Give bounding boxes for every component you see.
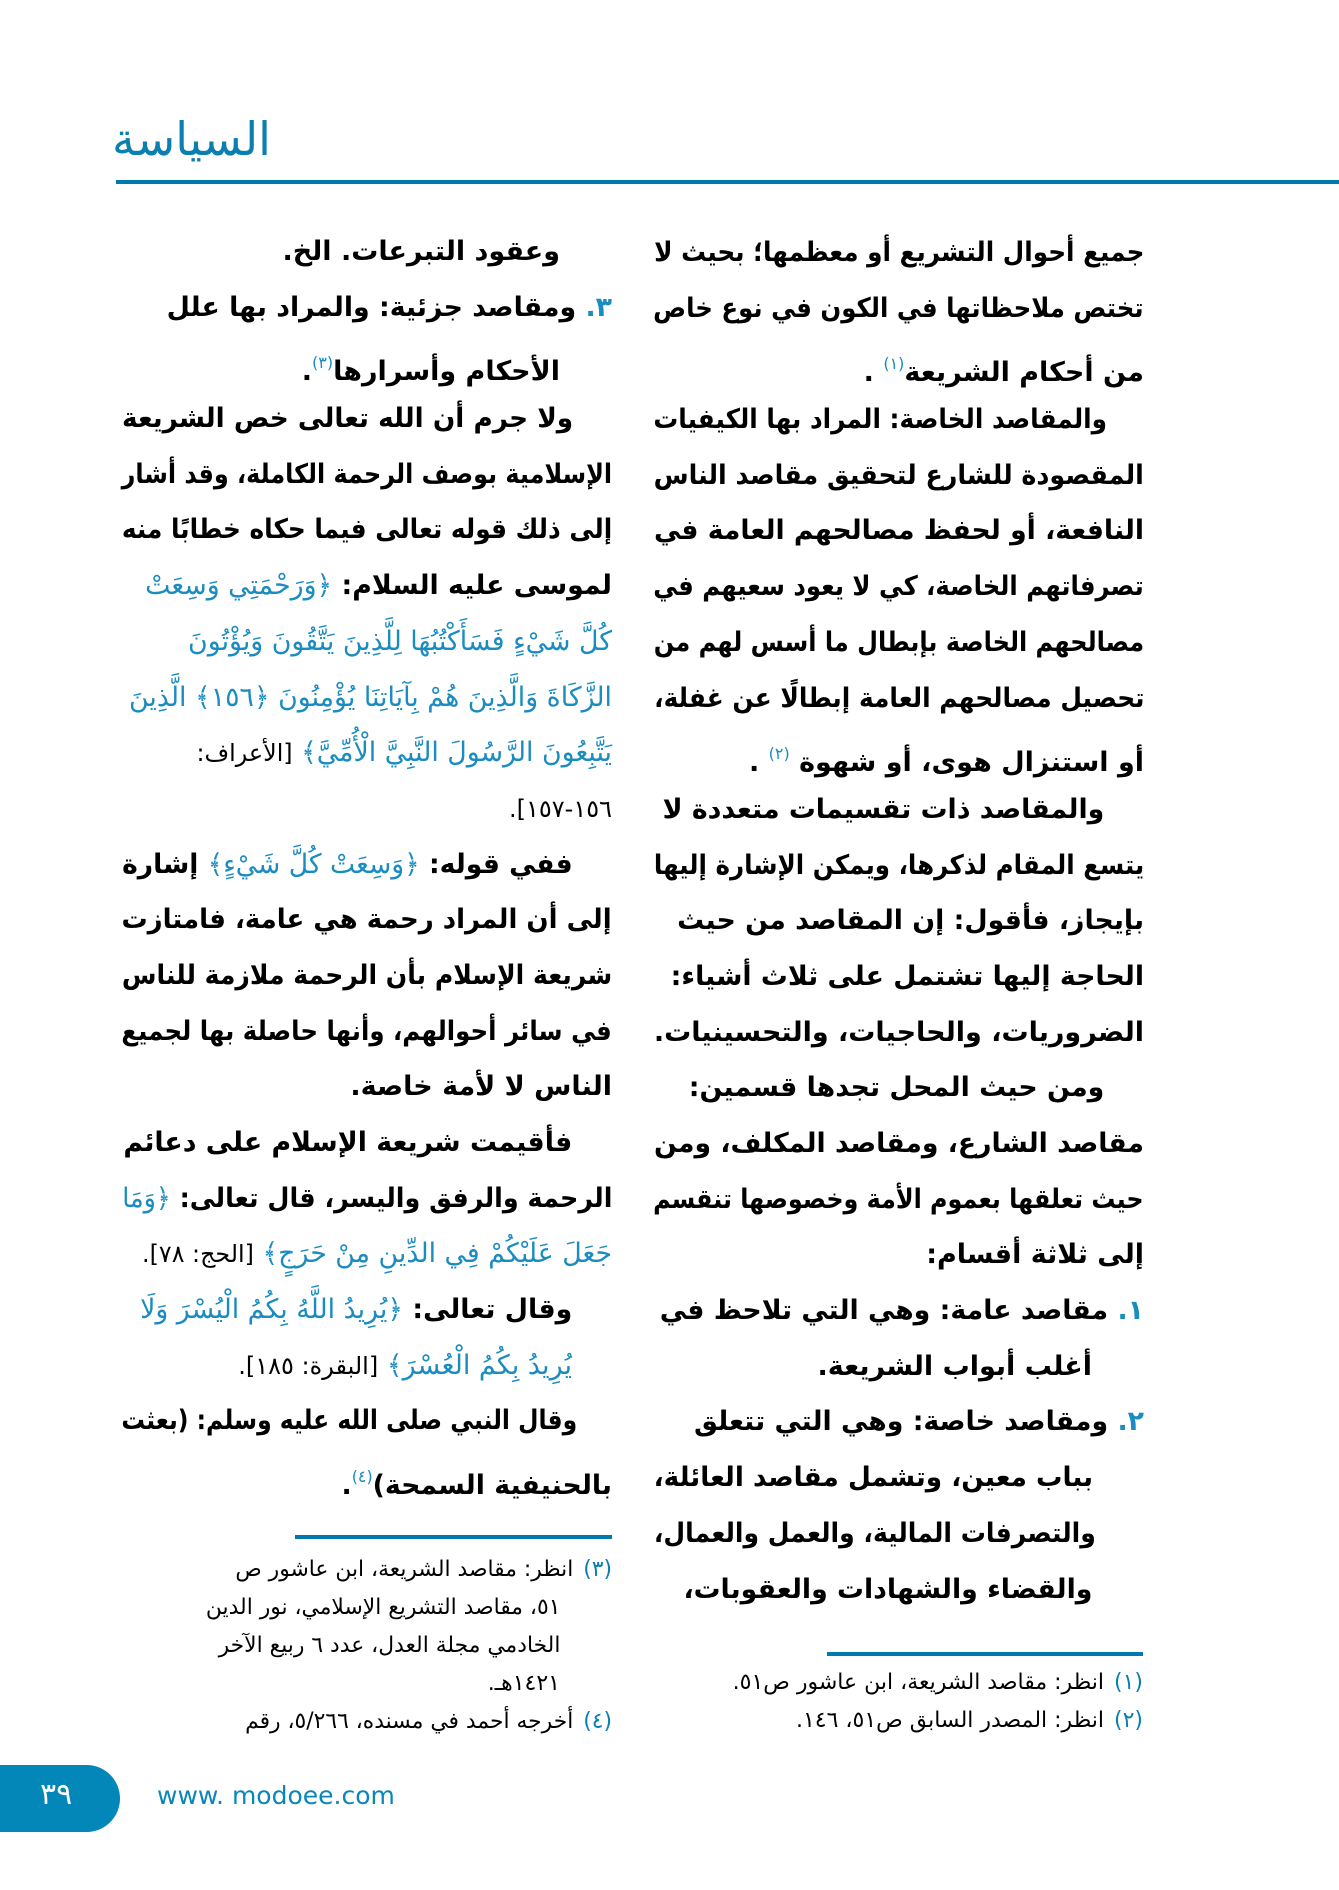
text-line xyxy=(598,1562,1144,1618)
body-text: وقال النبي صلى الله عليه وسلم: (بعثت xyxy=(121,1405,578,1437)
footnote-marker[interactable]: (٤) xyxy=(351,1467,373,1487)
text-line xyxy=(118,1226,612,1282)
footnote-text: الخادمي مجلة العدل، عدد ٦ ربيع الآخر xyxy=(218,1633,561,1658)
text-line xyxy=(118,224,612,280)
text-line xyxy=(79,837,612,893)
right-text-column xyxy=(650,225,1144,1617)
body-text: ومقاصد جزئية: والمراد بها علل xyxy=(166,291,577,323)
body-text: شريعة الإسلام بأن الرحمة ملازمة للناس xyxy=(121,959,612,991)
body-text: الضروريات، والحاجيات، والتحسينيات. xyxy=(653,1016,1144,1048)
body-text: فأقيمت شريعة الإسلام على دعائم xyxy=(123,1127,573,1158)
text-line xyxy=(650,893,1144,949)
body-text: حيث تعلقها بعموم الأمة وخصوصها تنقسم xyxy=(653,1183,1144,1215)
text-line xyxy=(118,447,612,503)
text-line xyxy=(118,670,612,726)
text-line xyxy=(650,559,1144,615)
footnote-number: (٢) xyxy=(1113,1708,1143,1733)
verse-reference: [الحج: ٧٨]. xyxy=(142,1240,254,1269)
text-line xyxy=(118,948,612,1004)
body-text: لموسى عليه السلام: xyxy=(332,570,612,602)
body-text: مصالحهم الخاصة بإبطال ما أسس لهم من xyxy=(653,626,1144,658)
text-line xyxy=(118,725,612,781)
footnote-text: انظر: مقاصد الشريعة، ابن عاشور ص٥١. xyxy=(732,1670,1104,1695)
body-text: وعقود التبرعات. الخ. xyxy=(282,236,560,267)
body-text: الرحمة والرفق واليسر، قال تعالى: xyxy=(170,1182,612,1214)
text-line xyxy=(650,949,1144,1005)
text-line xyxy=(650,1116,1144,1172)
footnote-line xyxy=(649,1664,1143,1702)
quran-verse: ﴿وَسِعَتْ كُلَّ شَيْءٍ﴾ xyxy=(207,848,420,880)
body-text: المقصودة للشارع لتحقيق مقاصد الناس xyxy=(653,459,1144,491)
body-text: يتسع المقام لذكرها، ويمكن الإشارة إليها xyxy=(653,849,1144,881)
text-line xyxy=(118,280,612,336)
text-line xyxy=(650,838,1144,894)
page-number: ٣٩ xyxy=(40,1777,73,1812)
text-line xyxy=(118,1449,612,1505)
footnote-marker[interactable]: (٣) xyxy=(312,353,334,373)
body-text: الأحكام وأسرارها xyxy=(333,356,560,388)
body-text: تصرفاتهم الخاصة، كي لا يعود سعيهم في xyxy=(653,571,1144,603)
body-text: الإسلامية بوصف الرحمة الكاملة، وقد أشار xyxy=(121,458,612,490)
text-line xyxy=(610,782,1144,838)
footnote-line xyxy=(118,1703,612,1741)
quran-verse: الزَّكَاةَ وَالَّذِينَ هُمْ بِآيَاتِنَا يُؤْمِنُونَ ﴿١٥٦﴾ الَّذِينَ xyxy=(128,681,612,713)
quran-verse: جَعَلَ عَلَيْكُمْ فِي الدِّينِ مِنْ حَرَجٍ﴾ xyxy=(253,1238,612,1270)
body-text: مقاصد عامة: وهي التي تلاحظ في xyxy=(659,1295,1109,1327)
footnote-line xyxy=(66,1627,612,1665)
footnote-number: (٤) xyxy=(583,1709,612,1734)
footnote-number: (١) xyxy=(1113,1670,1143,1695)
body-text: ففي قوله: xyxy=(419,848,573,880)
body-text: تحصيل مصالحهم العامة إبطالًا عن غفلة، xyxy=(653,682,1144,714)
body-text: ولا جرم أن الله تعالى خص الشريعة xyxy=(121,403,574,435)
body-text: تختص ملاحظاتها في الكون في نوع خاص xyxy=(653,292,1144,324)
text-line xyxy=(118,1338,612,1394)
body-text: بالحنيفية السمحة) xyxy=(372,1470,612,1502)
list-number: ٣. xyxy=(576,291,612,323)
footnotes-left xyxy=(118,1551,612,1741)
quran-verse: ﴿وَرَحْمَتِي وَسِعَتْ xyxy=(145,570,333,602)
verse-reference: [البقرة: ١٨٥]. xyxy=(238,1351,379,1380)
verse-reference: ١٥٦-١٥٧]. xyxy=(508,794,612,823)
footnote-marker[interactable]: (٢) xyxy=(768,744,790,764)
body-text: إلى ذلك قوله تعالى فيما حكاه خطابًا منه xyxy=(121,514,612,546)
body-text: النافعة، أو لحفظ مصالحهم العامة في xyxy=(653,515,1144,547)
body-text: بإيجاز، فأقول: إن المقاصد من حيث xyxy=(677,905,1144,937)
body-text: . xyxy=(748,747,769,779)
footnote-line xyxy=(118,1665,612,1703)
body-text: ومن حيث المحل تجدها قسمين: xyxy=(688,1072,1105,1104)
text-line xyxy=(650,1227,1144,1283)
text-line xyxy=(650,448,1144,504)
body-text: من أحكام الشريعة xyxy=(904,357,1144,389)
quran-verse: كُلَّ شَيْءٍ فَسَأَكْتُبُهَا لِلَّذِينَ يَتَّقُونَ وَيُؤْتُونَ xyxy=(188,625,612,657)
text-line xyxy=(599,1450,1144,1506)
body-text: ومقاصد خاصة: وهي التي تتعلق xyxy=(693,1406,1109,1438)
left-text-column xyxy=(118,224,612,1505)
footnote-line xyxy=(66,1589,612,1627)
text-line xyxy=(118,558,612,614)
body-text: جميع أحوال التشريع أو معظمها؛ بحيث لا xyxy=(653,237,1144,268)
text-line xyxy=(650,1005,1144,1061)
text-line xyxy=(602,1506,1144,1562)
footnote-text: أخرجه أحمد في مسنده، ٥/٢٦٦، رقم xyxy=(245,1709,574,1734)
text-line xyxy=(78,1282,612,1338)
text-line xyxy=(118,1059,612,1115)
body-text: إشارة xyxy=(121,848,208,880)
footnote-line xyxy=(118,1551,612,1589)
quran-verse: يَتَّبِعُونَ الرَّسُولَ النَّبِيَّ الْأُمِّيَّ﴾ xyxy=(292,737,612,769)
text-line xyxy=(650,1339,1144,1395)
footnote-marker[interactable]: (١) xyxy=(883,354,905,374)
quran-verse: ﴿وَمَا xyxy=(121,1182,171,1214)
body-text: والمقاصد ذات تقسيمات متعددة لا xyxy=(662,793,1105,825)
text-line xyxy=(118,335,612,391)
website-link[interactable]: www. modoee.com xyxy=(157,1781,395,1810)
footnote-rule-left xyxy=(295,1535,612,1539)
body-text: . xyxy=(341,1470,352,1502)
text-line xyxy=(79,391,612,447)
body-text: وقال تعالى: xyxy=(403,1294,573,1326)
text-line xyxy=(613,392,1144,448)
text-line xyxy=(118,502,612,558)
list-number: ١. xyxy=(1108,1295,1144,1327)
text-line xyxy=(118,614,612,670)
text-line xyxy=(650,726,1144,782)
text-line xyxy=(650,1394,1144,1450)
body-text: والمقاصد الخاصة: المراد بها الكيفيات xyxy=(653,404,1108,436)
text-line xyxy=(83,1393,612,1449)
body-text: أغلب أبواب الشريعة. xyxy=(817,1350,1092,1382)
footnote-line xyxy=(649,1702,1143,1740)
text-line xyxy=(78,1115,612,1171)
quran-verse: يُرِيدُ بِكُمُ الْعُسْرَ﴾ xyxy=(378,1349,572,1381)
footnote-rule-right xyxy=(827,1652,1143,1656)
section-title: السياسة xyxy=(112,112,271,166)
footnote-text: انظر: المصدر السابق ص٥١، ١٤٦. xyxy=(795,1708,1104,1733)
footnote-number: (٣) xyxy=(583,1557,612,1582)
header-rule xyxy=(116,180,1339,184)
body-text: في سائر أحوالهم، وأنها حاصلة بها لجميع xyxy=(121,1015,612,1047)
text-line xyxy=(610,1060,1144,1116)
text-line xyxy=(650,1172,1144,1228)
footnote-text: ٥١، مقاصد التشريع الإسلامي، نور الدين xyxy=(205,1595,561,1620)
text-line xyxy=(650,503,1144,559)
text-line xyxy=(650,615,1144,671)
body-text: إلى أن المراد رحمة هي عامة، فامتازت xyxy=(121,904,612,936)
page-number-badge xyxy=(0,1765,120,1832)
footnote-text: انظر: مقاصد الشريعة، ابن عاشور ص xyxy=(235,1557,574,1582)
verse-reference: [الأعراف: xyxy=(196,739,293,768)
text-line xyxy=(650,225,1144,281)
body-text: بباب معين، وتشمل مقاصد العائلة، xyxy=(653,1462,1094,1494)
text-line xyxy=(118,1171,612,1227)
footnotes-right xyxy=(649,1664,1143,1740)
text-line xyxy=(118,892,612,948)
body-text: مقاصد الشارع، ومقاصد المكلف، ومن xyxy=(653,1128,1144,1159)
quran-verse: ﴿يُرِيدُ اللَّهُ بِكُمُ الْيُسْرَ وَلَا xyxy=(140,1294,404,1326)
body-text: إلى ثلاثة أقسام: xyxy=(926,1239,1144,1271)
body-text: . xyxy=(863,357,884,389)
text-line xyxy=(650,281,1144,337)
list-number: ٢. xyxy=(1108,1406,1144,1438)
body-text: الحاجة إليها تشتمل على ثلاث أشياء: xyxy=(670,960,1144,992)
text-line xyxy=(650,1283,1144,1339)
footnote-text: ١٤٢١هـ. xyxy=(487,1671,560,1696)
body-text: أو استنزال هوى، أو شهوة xyxy=(789,747,1144,779)
text-line xyxy=(650,336,1144,392)
text-line xyxy=(118,1004,612,1060)
body-text: والقضاء والشهادات والعقوبات، xyxy=(683,1573,1093,1605)
body-text: . xyxy=(301,356,313,388)
text-line xyxy=(118,781,612,837)
body-text: والتصرفات المالية، والعمل والعمال، xyxy=(653,1517,1096,1549)
body-text: الناس لا لأمة خاصة. xyxy=(350,1071,612,1103)
text-line xyxy=(650,671,1144,727)
